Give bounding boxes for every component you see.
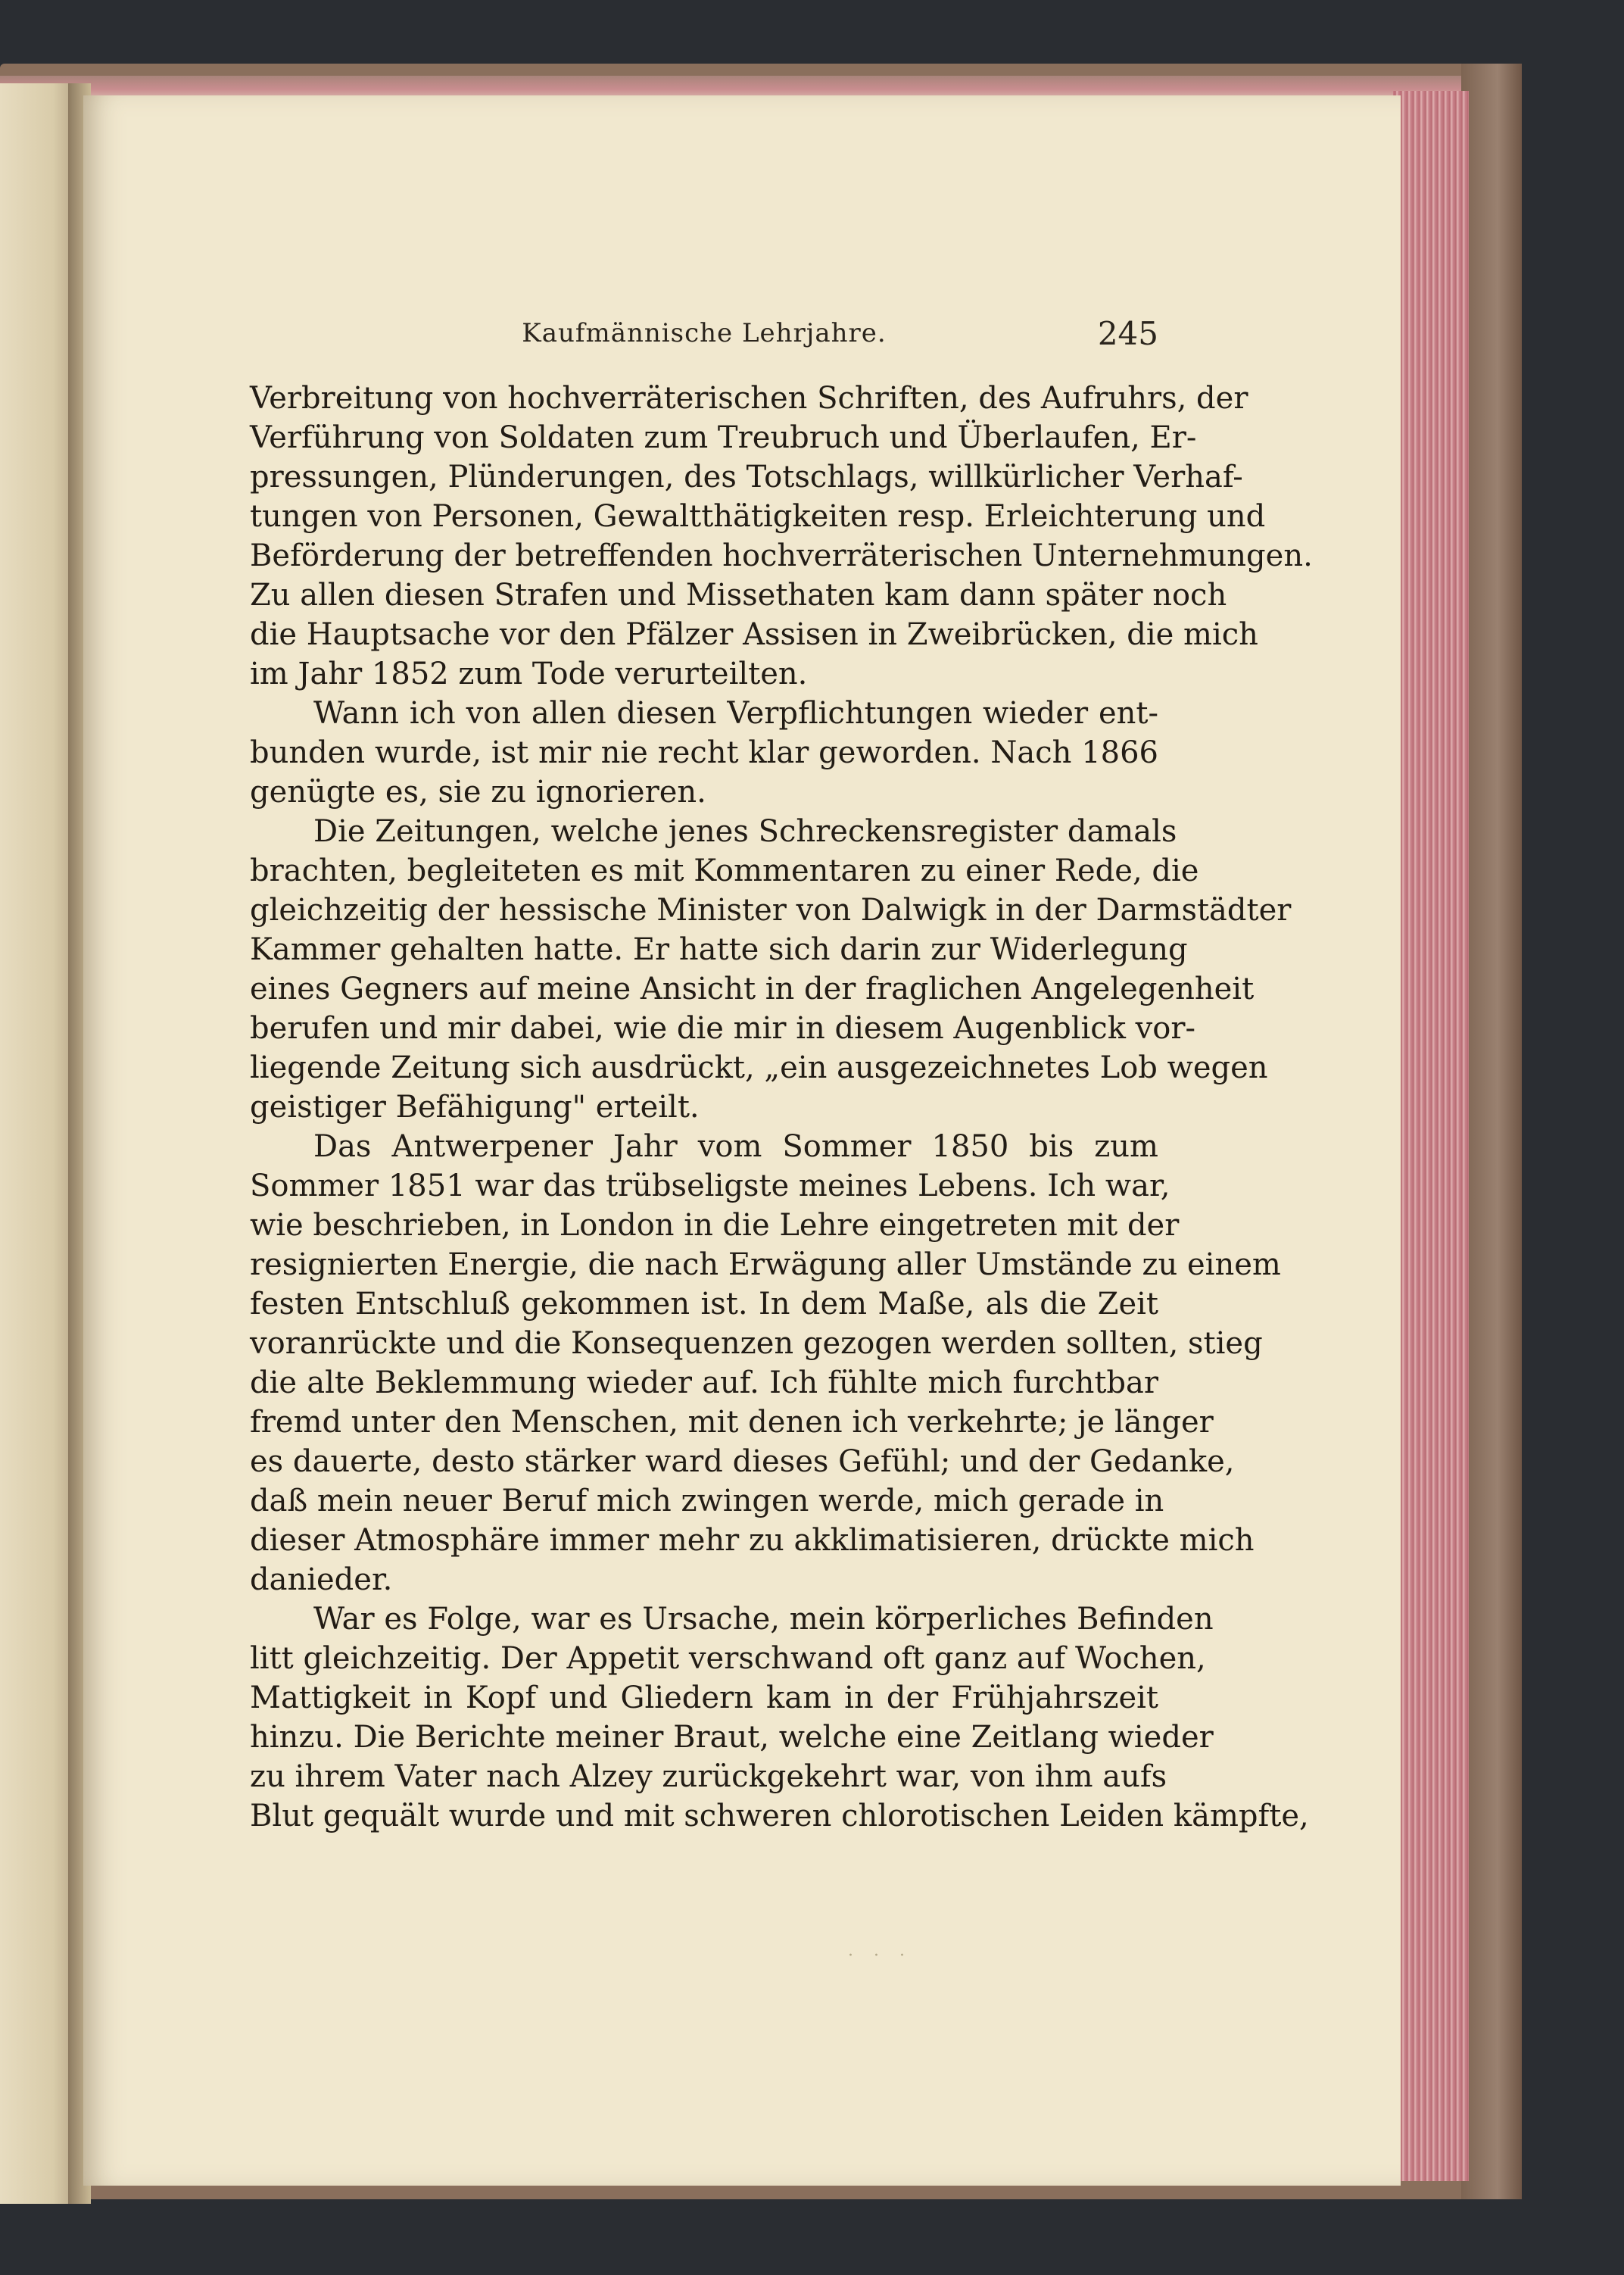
text-line: tungen von Personen, Gewaltthätigkeiten resp. Erleichterung und [250,499,1266,534]
text-line: dieser Atmosphäre immer mehr zu akklimatisieren, drückte mich [250,1523,1255,1558]
text-line: die Hauptsache vor den Pfälzer Assisen in Zweibrücken, die mich [250,617,1258,652]
text-line: Zu allen diesen Strafen und Missethaten kam dann später noch [250,578,1227,613]
text-line: Wann ich von allen diesen Verpflichtungen wieder ent- [313,696,1158,731]
text-line: resignierten Energie, die nach Erwägung aller Umstände zu einem [250,1247,1281,1282]
text-line: die alte Beklemmung wieder auf. Ich fühlte mich furchtbar [250,1365,1158,1400]
running-head: Kaufmännische Lehrjahre. [522,318,887,348]
left-facing-page [0,83,76,2204]
text-line: pressungen, Plünderungen, des Totschlags, willkürlicher Verhaf- [250,460,1243,495]
text-line: bunden wurde, ist mir nie recht klar geworden. Nach 1866 [250,735,1158,770]
text-line: daß mein neuer Beruf mich zwingen werde, mich gerade in [250,1484,1164,1518]
text-line: litt gleichzeitig. Der Appetit verschwand oft ganz auf Wochen, [250,1641,1206,1676]
text-line: Verbreitung von hochverräterischen Schriften, des Aufruhrs, der [250,381,1248,416]
text-line: es dauerte, desto stärker ward dieses Gefühl; und der Gedanke, [250,1444,1235,1479]
paragraph [250,1599,1309,1836]
text-line: voranrückte und die Konsequenzen gezogen werden sollten, stieg [250,1326,1263,1361]
text-line: genügte es, sie zu ignorieren. [250,775,706,810]
book-cover-edge [1461,64,1522,2199]
text-line: brachten, begleiteten es mit Kommentaren zu einer Rede, die [250,854,1199,888]
text-line: Beförderung der betreffenden hochverräterischen Unternehmungen. [250,538,1313,573]
paragraph [250,812,1292,1127]
text-line: fremd unter den Menschen, mit denen ich verkehrte; je länger [250,1405,1214,1440]
text-line: wie beschrieben, in London in die Lehre eingetreten mit der [250,1208,1180,1243]
text-line: danieder. [250,1562,393,1597]
text-line: Die Zeitungen, welche jenes Schreckensregister damals [313,814,1177,849]
text-line: hinzu. Die Berichte meiner Braut, welche eine Zeitlang wieder [250,1720,1214,1755]
text-line: zu ihrem Vater nach Alzey zurückgekehrt war, von ihm aufs [250,1759,1167,1794]
text-line: Das Antwerpener Jahr vom Sommer 1850 bis zum [313,1129,1158,1164]
decorative-marks: · · · [848,1946,912,1965]
text-line: Sommer 1851 war das trübseligste meines Lebens. Ich war, [250,1169,1170,1203]
text-line: berufen und mir dabei, wie die mir in diesem Augenblick vor- [250,1011,1195,1046]
text-line: liegende Zeitung sich ausdrückt, „ein ausgezeichnetes Lob wegen [250,1050,1268,1085]
text-line: festen Entschluß gekommen ist. In dem Maße, als die Zeit [250,1287,1158,1322]
page-header [250,315,1158,364]
paragraph [250,1127,1281,1599]
text-line: War es Folge, war es Ursache, mein körperliches Befinden [313,1602,1214,1637]
page-number: 245 [1097,315,1158,352]
body-text [250,379,1313,1836]
text-line: im Jahr 1852 zum Tode verurteilten. [250,657,808,691]
text-line: Kammer gehalten hatte. Er hatte sich darin zur Widerlegung [250,932,1188,967]
text-line: eines Gegners auf meine Ansicht in der fraglichen Angelegenheit [250,972,1255,1006]
text-line: Blut gequält wurde und mit schweren chlorotischen Leiden kämpfte, [250,1799,1309,1833]
text-line: geistiger Befähigung" erteilt. [250,1090,700,1125]
paragraph [250,379,1313,694]
text-line: Verführung von Soldaten zum Treubruch und Überlaufen, Er- [250,420,1197,455]
text-line: Mattigkeit in Kopf und Gliedern kam in der Frühjahrszeit [250,1681,1158,1715]
text-line: gleichzeitig der hessische Minister von Dalwigk in der Darmstädter [250,893,1292,928]
page-stack-edges [1393,91,1469,2181]
paragraph [250,694,1158,812]
